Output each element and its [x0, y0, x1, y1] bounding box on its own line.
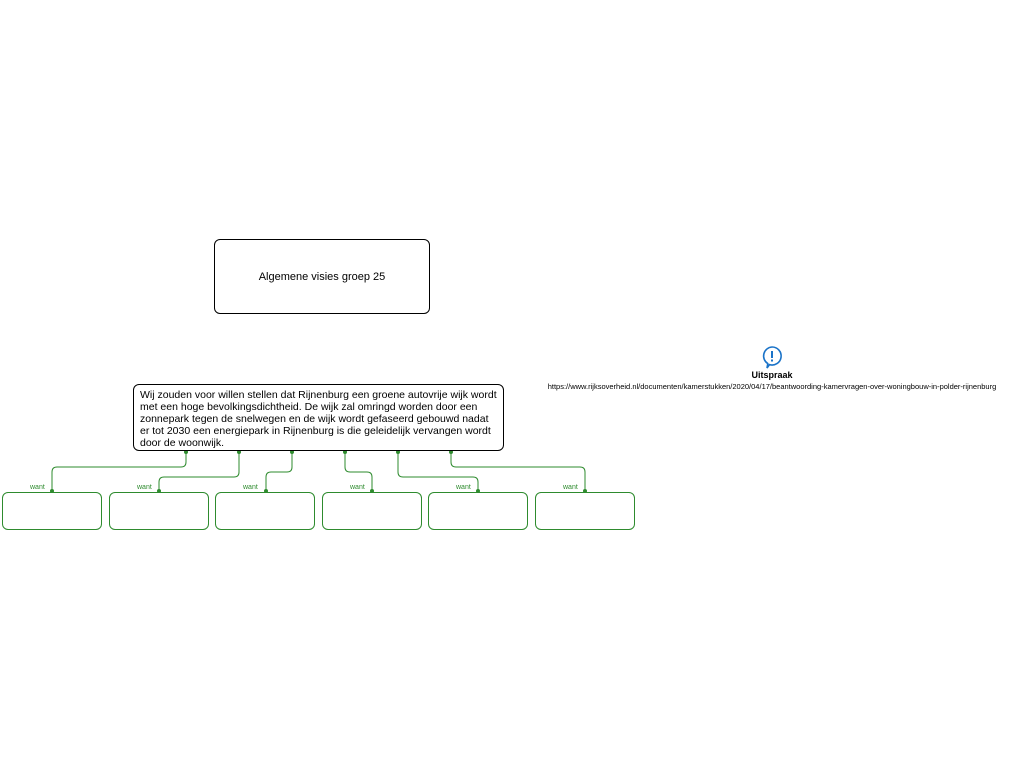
want-label-6: want [563, 484, 578, 491]
note-url-link[interactable]: https://www.rijksoverheid.nl/documenten/kamerstukken/2020/04/17/beantwoording-kamervragen-over-woningbouw-in-polder-rijnenburg [547, 382, 997, 391]
want-label-3: want [243, 484, 258, 491]
want-label-5: want [456, 484, 471, 491]
claim-text: Wij zouden voor willen stellen dat Rijnenburg een groene autovrije wijk wordt met een hoge bevolkingsdichtheid. De wijk zal omringd worden door een zonnepark tegen de snelwegen en de wijk wordt gefaseerd gebouwd nadat er tot 2030 een energiepark in Rijnenburg is die geleidelijk vervangen wordt door de woonwijk. [140, 389, 497, 449]
note-title: Uitspraak [751, 370, 793, 380]
reason-node-2[interactable] [109, 492, 209, 530]
reason-node-6[interactable] [535, 492, 635, 530]
connector-2 [159, 451, 239, 492]
note-node[interactable] [520, 345, 1024, 391]
reason-node-3[interactable] [215, 492, 315, 530]
want-label-4: want [350, 484, 365, 491]
title-text: Algemene visies groep 25 [258, 270, 386, 283]
want-label-1: want [30, 484, 45, 491]
reason-node-4[interactable] [322, 492, 422, 530]
title-node[interactable] [214, 239, 430, 314]
connector-3 [266, 451, 292, 492]
want-label-2: want [137, 484, 152, 491]
reason-node-5[interactable] [428, 492, 528, 530]
claim-node[interactable] [133, 384, 504, 451]
reason-node-1[interactable] [2, 492, 102, 530]
connector-1 [52, 451, 186, 492]
exclamation-icon [761, 345, 783, 369]
